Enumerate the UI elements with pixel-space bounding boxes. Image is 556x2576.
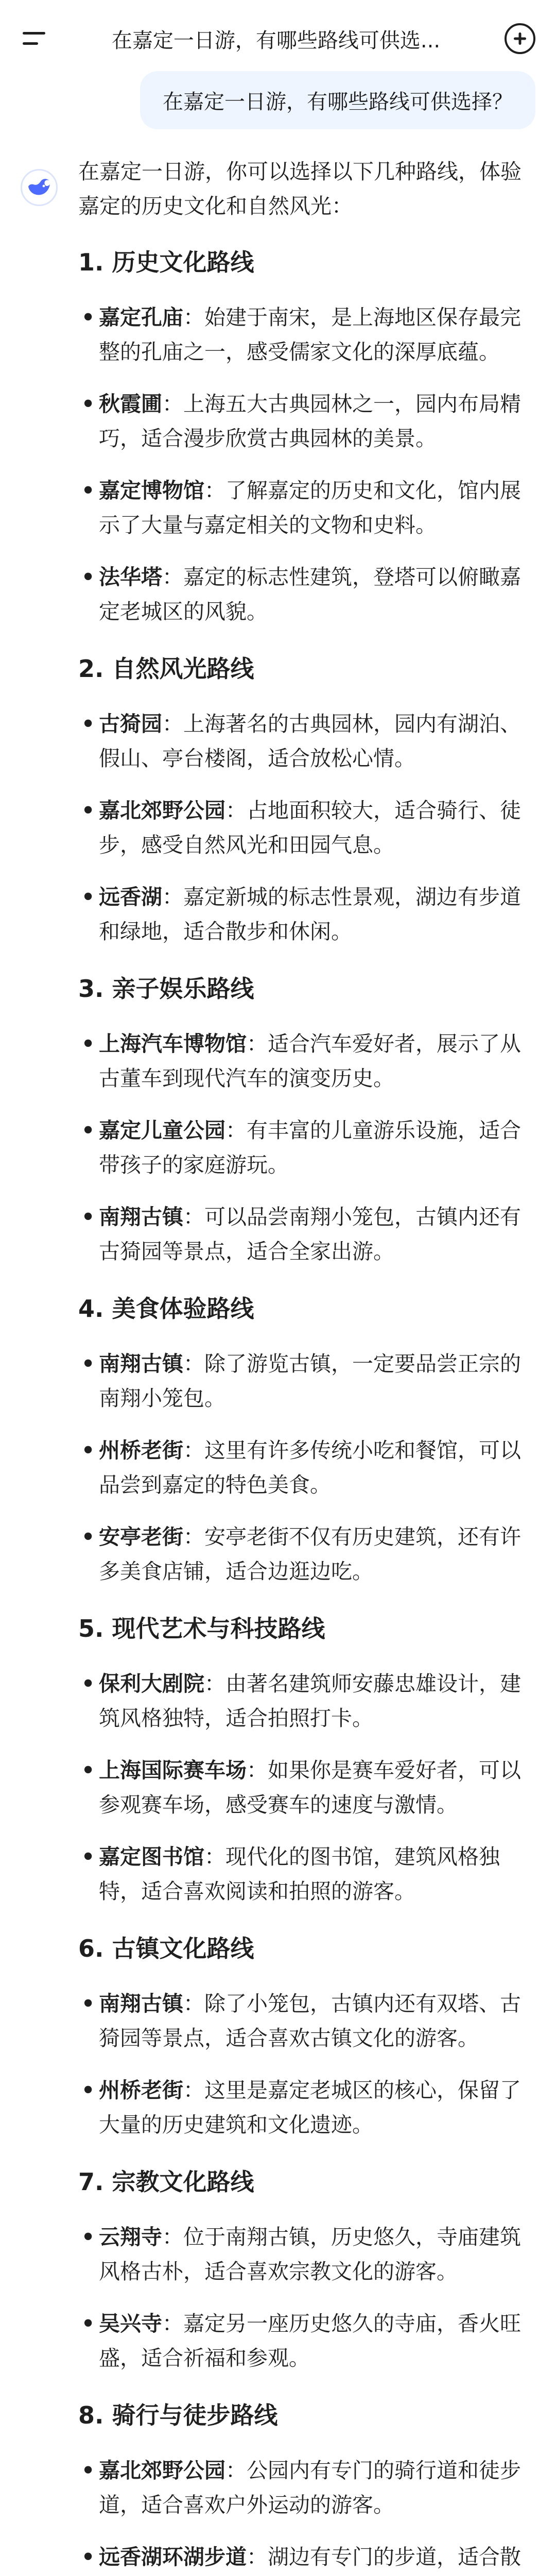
route-section (78, 972, 531, 1269)
list-item-name: 嘉北郊野公园 (99, 2458, 225, 2483)
list-item-text: 上海五大古典园林之一，园内布局精巧，适合漫步欣赏古典园林的美景。 (99, 392, 521, 451)
bullet-dot: • (81, 798, 95, 823)
list-item-name: 远香湖 (99, 885, 162, 909)
list-item-text: 这里是嘉定老城区的核心，保留了大量的历史建筑和文化遗迹。 (99, 2078, 521, 2137)
list-item-separator: ： (183, 1351, 204, 1376)
list-item-text: 占地面积较大，适合骑行、徒步，感受自然风光和田园气息。 (99, 798, 521, 857)
route-section (78, 1931, 531, 2142)
bullet-dot: • (81, 1438, 95, 1463)
list-item (78, 473, 531, 543)
list-item-separator: ： (204, 478, 225, 503)
list-item-body (99, 1027, 531, 1096)
answer-intro: 在嘉定一日游，你可以选择以下几种路线，体验嘉定的历史文化和自然风光： (78, 159, 522, 218)
bullet-dot: • (81, 2078, 95, 2103)
list-item-text: 嘉定新城的标志性景观，湖边有步道和绿地，适合散步和休闲。 (99, 885, 521, 944)
section-title: 1. 历史文化路线 (78, 248, 254, 276)
list-item-body (99, 793, 531, 862)
list-item-separator: ： (162, 2311, 183, 2336)
bullet-dot: • (81, 1031, 95, 1056)
list-item-body (99, 1840, 531, 1909)
list-item-name: 嘉北郊野公园 (99, 798, 225, 823)
list-item-body (99, 2220, 531, 2289)
list-item-separator: ： (162, 2225, 183, 2249)
list-item-text: 上海著名的古典园林，园内有湖泊、假山、亭台楼阁，适合放松心情。 (99, 711, 521, 771)
list-item (78, 793, 531, 862)
list-item-text: 有丰富的儿童游乐设施，适合带孩子的家庭游玩。 (99, 1118, 521, 1177)
list-item-separator: ： (183, 1524, 204, 1549)
list-item-name: 吴兴寺 (99, 2311, 162, 2336)
list-item-separator: ： (204, 1844, 225, 1869)
route-section (78, 2398, 531, 2576)
list-item-name: 保利大剧院 (99, 1671, 204, 1696)
bullet-dot: • (81, 1991, 95, 2016)
list-item-name: 远香湖环湖步道 (99, 2545, 247, 2569)
list-item-body (99, 1987, 531, 2056)
list-item (78, 1347, 531, 1416)
route-section (78, 2165, 531, 2376)
bullet-dot: • (81, 2545, 95, 2569)
deepseek-logo-icon (21, 169, 58, 206)
bullet-dot: • (81, 1118, 95, 1143)
list-item (78, 1027, 531, 1096)
list-item (78, 387, 531, 456)
list-item-name: 嘉定图书馆 (99, 1844, 204, 1869)
route-section (78, 245, 531, 629)
list-item (78, 1753, 531, 1822)
list-item-separator: ： (247, 2545, 268, 2569)
list-item (78, 2220, 531, 2289)
list-item-body (99, 880, 531, 949)
list-item-separator: ： (183, 305, 204, 330)
list-item-text: 位于南翔古镇，历史悠久，寺庙建筑风格古朴，适合喜欢宗教文化的游客。 (99, 2225, 521, 2284)
list-item (78, 1113, 531, 1182)
list-item (78, 1200, 531, 1269)
list-item (78, 2540, 531, 2576)
section-title: 7. 宗教文化路线 (78, 2168, 254, 2196)
list-item-separator: ： (204, 1671, 225, 1696)
list-item-body (99, 1433, 531, 1502)
list-item-name: 上海汽车博物馆 (99, 1031, 247, 1056)
list-item (78, 2073, 531, 2142)
bullet-dot: • (81, 2311, 95, 2336)
list-item-separator: ： (225, 798, 247, 823)
list-item-body (99, 2540, 531, 2576)
list-item (78, 2307, 531, 2376)
list-item-name: 安亭老街 (99, 1524, 183, 1549)
list-item-body (99, 707, 531, 776)
list-item-separator: ： (247, 1031, 268, 1056)
list-item-name: 南翔古镇 (99, 1205, 183, 1229)
list-item-name: 州桥老街 (99, 2078, 183, 2103)
list-item-text: 湖边有专门的步道，适合散 (268, 2545, 521, 2569)
list-item-body (99, 1667, 531, 1736)
section-title: 2. 自然风光路线 (78, 655, 254, 683)
menu-icon[interactable] (21, 25, 47, 52)
list-item-text: 了解嘉定的历史和文化，馆内展示了大量与嘉定相关的文物和史料。 (99, 478, 521, 537)
list-item-separator: ： (183, 2078, 204, 2103)
list-item-name: 南翔古镇 (99, 1351, 183, 1376)
list-item-body (99, 2453, 531, 2522)
list-item (78, 560, 531, 629)
list-item-text: 现代化的图书馆，建筑风格独特，适合喜欢阅读和拍照的游客。 (99, 1844, 500, 1904)
list-item-name: 州桥老街 (99, 1438, 183, 1463)
list-item (78, 880, 531, 949)
list-item (78, 300, 531, 369)
bullet-dot: • (81, 305, 95, 330)
list-item (78, 1840, 531, 1909)
bullet-dot: • (81, 1844, 95, 1869)
list-item-name: 云翔寺 (99, 2225, 162, 2249)
list-item-name: 嘉定孔庙 (99, 305, 183, 330)
list-item-separator: ： (183, 1991, 204, 2016)
list-item-text: 适合汽车爱好者，展示了从古董车到现代汽车的演变历史。 (99, 1031, 521, 1091)
list-item-text: 公园内有专门的骑行道和徒步道，适合喜欢户外运动的游客。 (99, 2458, 521, 2517)
route-section (78, 1292, 531, 1589)
bullet-dot: • (81, 1351, 95, 1376)
list-item-body (99, 1753, 531, 1822)
list-item-text: 可以品尝南翔小笼包，古镇内还有古猗园等景点，适合全家出游。 (99, 1205, 521, 1264)
bullet-dot: • (81, 711, 95, 736)
top-bar (0, 0, 556, 77)
bullet-dot: • (81, 478, 95, 503)
route-sections (78, 245, 531, 2576)
list-item-separator: ： (225, 1118, 247, 1143)
route-section (78, 652, 531, 949)
list-item (78, 1433, 531, 1502)
list-item-body (99, 300, 531, 369)
list-item-separator: ： (162, 392, 183, 416)
list-item (78, 1520, 531, 1589)
bullet-dot: • (81, 1671, 95, 1696)
bullet-dot: • (81, 2225, 95, 2249)
list-item-separator: ： (225, 2458, 247, 2483)
list-item-text: 嘉定的标志性建筑，登塔可以俯瞰嘉定老城区的风貌。 (99, 565, 521, 624)
list-item-body (99, 473, 531, 543)
list-item-separator: ： (162, 711, 183, 736)
bullet-dot: • (81, 392, 95, 416)
list-item-body (99, 2307, 531, 2376)
route-section (78, 1612, 531, 1909)
section-title: 4. 美食体验路线 (78, 1295, 254, 1323)
assistant-answer (78, 155, 531, 2576)
list-item-name: 嘉定博物馆 (99, 478, 204, 503)
bullet-dot: • (81, 2458, 95, 2483)
list-item-text: 始建于南宋，是上海地区保存最完整的孔庙之一，感受儒家文化的深厚底蕴。 (99, 305, 521, 364)
bullet-dot: • (81, 565, 95, 589)
list-item-text: 安亭老街不仅有历史建筑，还有许多美食店铺，适合边逛边吃。 (99, 1524, 521, 1584)
list-item-name: 法华塔 (99, 565, 162, 589)
list-item-name: 南翔古镇 (99, 1991, 183, 2016)
list-item-body (99, 560, 531, 629)
section-title: 6. 古镇文化路线 (78, 1935, 254, 1962)
list-item-body (99, 1520, 531, 1589)
list-item-body (99, 1200, 531, 1269)
list-item-name: 秋霞圃 (99, 392, 162, 416)
list-item-text: 这里有许多传统小吃和餐馆，可以品尝到嘉定的特色美食。 (99, 1438, 521, 1497)
section-title: 3. 亲子娱乐路线 (78, 975, 254, 1003)
list-item-text: 由著名建筑师安藤忠雄设计，建筑风格独特，适合拍照打卡。 (99, 1671, 521, 1731)
list-item (78, 707, 531, 776)
bullet-dot: • (81, 1524, 95, 1549)
plus-icon (512, 31, 528, 46)
list-item-body (99, 2073, 531, 2142)
list-item-name: 上海国际赛车场 (99, 1758, 247, 1783)
list-item-separator: ： (247, 1758, 268, 1783)
list-item-text: 如果你是赛车爱好者，可以参观赛车场，感受赛车的速度与激情。 (99, 1758, 521, 1817)
list-item (78, 1987, 531, 2056)
user-message: 在嘉定一日游，有哪些路线可供选择？ (140, 71, 535, 129)
list-item-name: 古猗园 (99, 711, 162, 736)
list-item-body (99, 1113, 531, 1182)
list-item-separator: ： (162, 885, 183, 909)
list-item-body (99, 387, 531, 456)
bullet-dot: • (81, 1205, 95, 1229)
list-item-text: 除了游览古镇，一定要品尝正宗的南翔小笼包。 (99, 1351, 521, 1411)
list-item-text: 除了小笼包，古镇内还有双塔、古猗园等景点，适合喜欢古镇文化的游客。 (99, 1991, 521, 2050)
section-title: 5. 现代艺术与科技路线 (78, 1615, 325, 1642)
bullet-dot: • (81, 1758, 95, 1783)
chat-title: 在嘉定一日游，有哪些路线可供选... (111, 28, 441, 53)
list-item-text: 嘉定另一座历史悠久的寺庙，香火旺盛，适合祈福和参观。 (99, 2311, 521, 2370)
list-item-separator: ： (183, 1438, 204, 1463)
bullet-dot: • (81, 885, 95, 909)
new-chat-button[interactable] (505, 23, 535, 54)
section-title: 8. 骑行与徒步路线 (78, 2401, 278, 2429)
list-item-name: 嘉定儿童公园 (99, 1118, 225, 1143)
list-item-body (99, 1347, 531, 1416)
list-item (78, 1667, 531, 1736)
list-item (78, 2453, 531, 2522)
list-item-separator: ： (162, 565, 183, 589)
list-item-separator: ： (183, 1205, 204, 1229)
